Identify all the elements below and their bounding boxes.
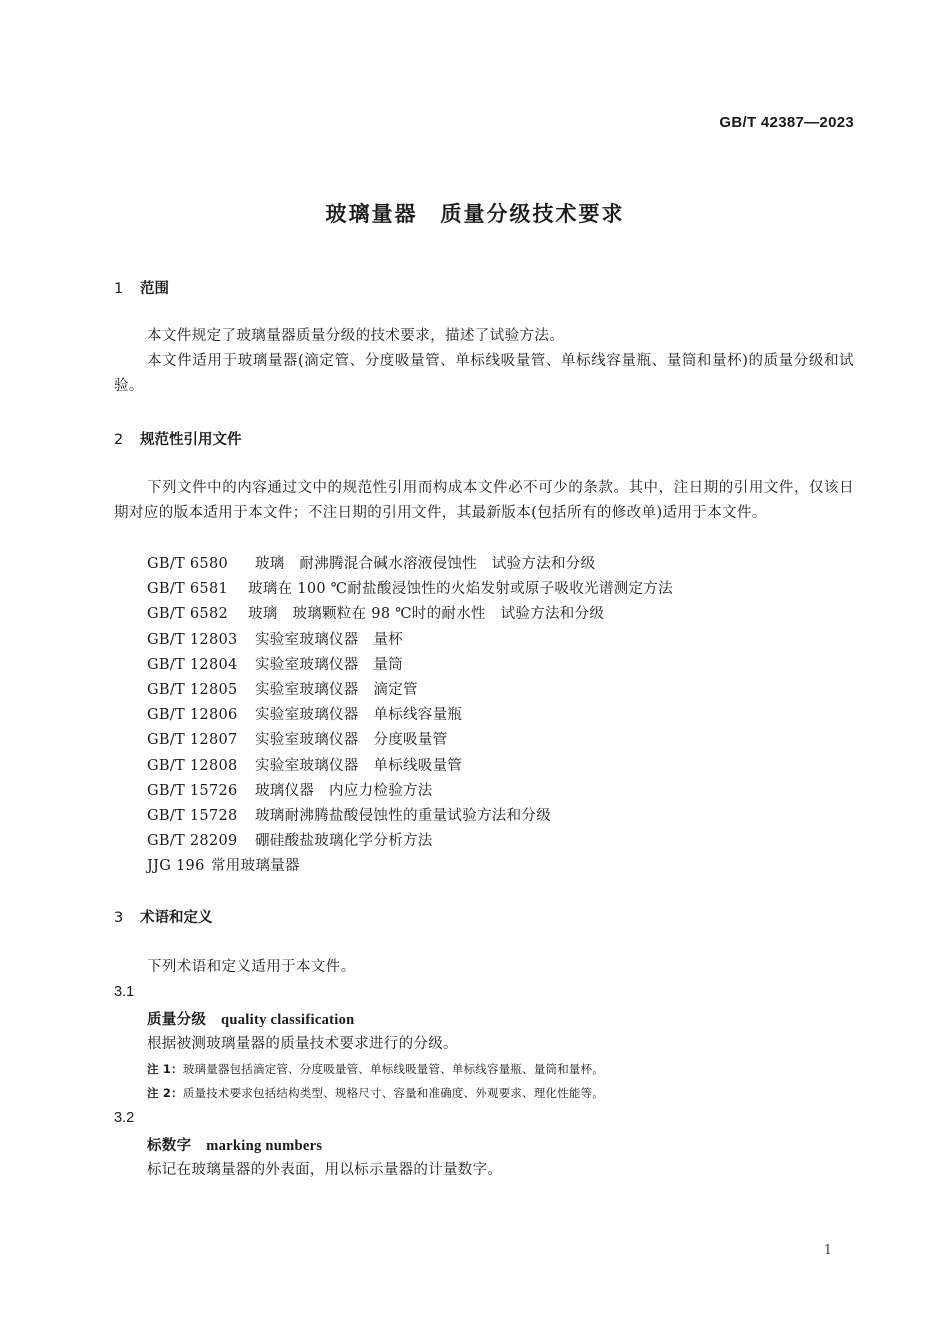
ref-code: GB/T 6581 xyxy=(147,581,229,598)
scope-paragraph-2: 本文件适用于玻璃量器(滴定管、分度吸量管、单标线吸量管、单标线容量瓶、量筒和量杯)的质量分级和试验。 xyxy=(114,353,854,394)
ref-title: 玻璃耐沸腾盐酸侵蚀性的重量试验方法和分级 xyxy=(255,807,551,824)
document-title: 玻璃量器 质量分级技术要求 xyxy=(325,202,625,226)
list-item xyxy=(147,703,673,728)
note-label: 注 2： xyxy=(147,1086,183,1100)
ref-code: GB/T 12806 xyxy=(147,707,238,724)
term-entry xyxy=(147,1134,322,1155)
ref-title: 硼硅酸盐玻璃化学分析方法 xyxy=(255,833,433,850)
note-label: 注 1： xyxy=(147,1062,183,1076)
term-note xyxy=(147,1085,604,1101)
term-english: quality classification xyxy=(221,1012,355,1028)
ref-code: GB/T 12803 xyxy=(147,631,238,648)
term-note xyxy=(147,1061,604,1077)
term-definition: 标记在玻璃量器的外表面，用以标示量器的计量数字。 xyxy=(147,1162,503,1178)
term-chinese: 标数字 xyxy=(147,1138,192,1154)
scope-paragraph-1: 本文件规定了玻璃量器质量分级的技术要求，描述了试验方法。 xyxy=(147,328,565,344)
note-text: 玻璃量器包括滴定管、分度吸量管、单标线吸量管、单标线容量瓶、量筒和量杯。 xyxy=(182,1062,605,1076)
ref-title: 实验室玻璃仪器 单标线吸量管 xyxy=(255,757,463,774)
section-number: 2 xyxy=(114,432,124,448)
list-item xyxy=(147,653,673,678)
ref-title: 玻璃仪器 内应力检验方法 xyxy=(255,782,433,799)
list-item xyxy=(147,602,673,627)
page-number: 1 xyxy=(823,1243,832,1258)
ref-title: 实验室玻璃仪器 量杯 xyxy=(255,631,403,648)
section-heading-terms xyxy=(114,906,213,927)
normative-intro: 下列文件中的内容通过文中的规范性引用而构成本文件必不可少的条款。其中，注日期的引用文件，仅该日期对应的版本适用于本文件；不注日期的引用文件，其最新版本(包括所有的修改单)适用于本文件。 xyxy=(114,480,854,521)
ref-title: 实验室玻璃仪器 单标线容量瓶 xyxy=(255,707,463,724)
section-title: 规范性引用文件 xyxy=(140,432,242,448)
term-chinese: 质量分级 xyxy=(147,1012,207,1028)
term-number: 3.1 xyxy=(114,984,135,1000)
ref-title: 实验室玻璃仪器 滴定管 xyxy=(255,681,418,698)
section-heading-normative xyxy=(114,428,242,449)
normative-reference-list xyxy=(147,552,673,879)
standard-number: GB/T 42387—2023 xyxy=(719,114,854,131)
list-item xyxy=(147,577,673,602)
ref-title: 玻璃在 100 ℃耐盐酸浸蚀性的火焰发射或原子吸收光谱测定方法 xyxy=(248,581,673,598)
term-english: marking numbers xyxy=(206,1138,323,1154)
ref-code: GB/T 12807 xyxy=(147,732,238,749)
ref-code: GB/T 6582 xyxy=(147,606,229,623)
ref-title: 常用玻璃量器 xyxy=(211,858,300,875)
term-number: 3.2 xyxy=(114,1110,135,1126)
ref-code: GB/T 15728 xyxy=(147,807,238,824)
list-item xyxy=(147,829,673,854)
list-item xyxy=(147,678,673,703)
list-item xyxy=(147,804,673,829)
ref-title: 实验室玻璃仪器 量筒 xyxy=(255,656,403,673)
ref-code: GB/T 12808 xyxy=(147,757,238,774)
list-item xyxy=(147,728,673,753)
ref-code: GB/T 6580 xyxy=(147,556,229,572)
ref-code: GB/T 15726 xyxy=(147,782,238,799)
ref-title: 玻璃 玻璃颗粒在 98 ℃时的耐水性 试验方法和分级 xyxy=(248,606,605,623)
ref-code: JJG 196 xyxy=(147,858,205,875)
section-heading-scope xyxy=(114,277,169,298)
terms-intro: 下列术语和定义适用于本文件。 xyxy=(147,959,356,975)
list-item xyxy=(147,552,673,577)
list-item xyxy=(147,628,673,653)
ref-title: 实验室玻璃仪器 分度吸量管 xyxy=(255,732,448,749)
note-text: 质量技术要求包括结构类型、规格尺寸、容量和准确度、外观要求、理化性能等。 xyxy=(182,1086,605,1100)
ref-code: GB/T 12804 xyxy=(147,656,238,673)
section-number: 3 xyxy=(114,910,124,926)
term-entry xyxy=(147,1008,355,1029)
ref-title: 玻璃 耐沸腾混合碱水溶液侵蚀性 试验方法和分级 xyxy=(255,556,596,572)
ref-code: GB/T 12805 xyxy=(147,681,238,698)
list-item xyxy=(147,754,673,779)
list-item xyxy=(147,779,673,804)
ref-code: GB/T 28209 xyxy=(147,833,238,850)
section-title: 术语和定义 xyxy=(140,910,213,926)
list-item xyxy=(147,854,673,879)
section-number: 1 xyxy=(114,281,124,297)
term-definition: 根据被测玻璃量器的质量技术要求进行的分级。 xyxy=(147,1036,458,1052)
section-title: 范围 xyxy=(140,281,169,297)
